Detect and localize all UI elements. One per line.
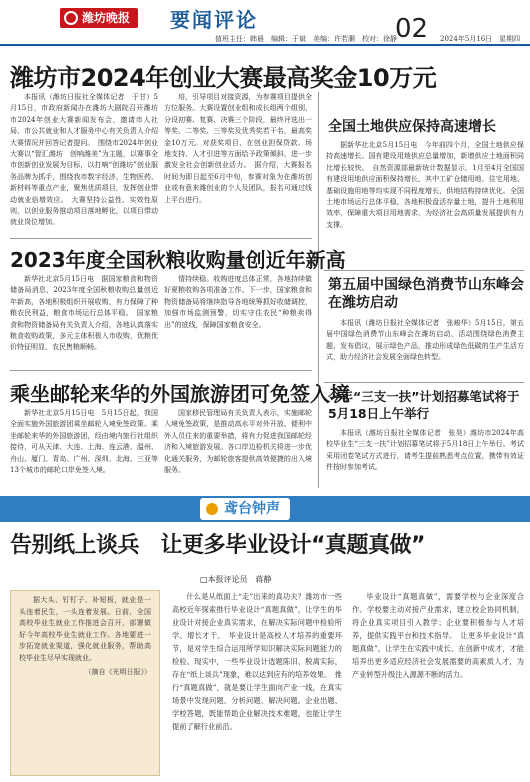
masthead-divider bbox=[0, 44, 530, 46]
column-banner bbox=[0, 496, 530, 522]
lead-story-col2-text: 培，引导项目对接资源，为参赛项目提供全方位服务。大赛设置创业组和成长组两个组别，分设初赛、复赛、决赛三个阶段，最终评选出一等奖、二等奖、三等奖及优秀奖若干名，最高奖金10万元。对获奖项目，在创业担保贷款、场地支持、人才引进等方面给予政策倾斜，进一步激发全社会创新创业活力。 据介绍，大赛报名时间为即日起至6月中旬，参赛对象为在潍坊创业或有意来潍创业的个人及团队，报名可通过线上平台进行。 bbox=[164, 93, 312, 204]
quote-sidebar bbox=[10, 590, 160, 776]
mid-divider-1 bbox=[10, 238, 312, 239]
mid-divider-2 bbox=[10, 370, 312, 371]
opinion-col2-text: 毕业设计“真题真做”，需要学校与企业深度合作。学校要主动对接产业需求，建立校企协同机制，将企业真实项目引入教学；企业要积极参与人才培养，提供实践平台和技术指导。 让更多毕业设计“真题真做”，让学生在实践中成长、在创新中成才，才能培养出更多适应经济社会发展需要的高素质人才，为产业转型升级注入源源不断的活力。 bbox=[352, 592, 524, 679]
newspaper-logo[interactable] bbox=[60, 8, 138, 28]
lead-headline[interactable]: 潍坊市2024年创业大赛最高奖金10万元 bbox=[10, 64, 437, 92]
story-land-body bbox=[326, 140, 524, 266]
cruise-headline[interactable]: 乘坐邮轮来华的外国旅游团可免签入境 bbox=[10, 382, 350, 406]
story-land-headline[interactable]: 全国土地供应保持高速增长 bbox=[328, 119, 496, 135]
story-land-text: 据新华社北京5月15日电 今年前四个月，全国土地供应保持高速增长。国有建设用地供应总量增加，新增供应土地面积同比增长较快。 自然资源部最新统计数据显示，1月至4月全国国有建设用地供应面积保持增长，其中工矿仓储用地、住宅用地、基础设施用地等均实现不同程度增长，供地结构持续优化。全国土地市场运行总体平稳，各地积极盘活存量土地，提升土地利用效率，保障重大项目用地需求，为经济社会高质量发展提供有力支撑。 bbox=[326, 141, 524, 229]
opinion-col2 bbox=[352, 590, 524, 776]
story-green-text: 本报讯（潍坊日报社全媒体记者 张峻华）5月15日，第五届中国绿色消费节山东峰会在潍坊启动，活动围绕绿色消费主题，发布倡议，展示绿色产品，推动形成绿色低碳的生产生活方式，助力经济社会发展全面绿色转型。 bbox=[326, 319, 524, 362]
grain-col1-text: 新华社北京5月15日电 据国家粮食和物资储备局消息，2023年度全国秋粮收购总量创近年新高，各地积极组织开展收购，有力保障了种粮农民利益，粮食市场运行总体平稳。 国家粮食和物资储备局有关负责人介绍，各地认真落实粮食收购政策，多元主体积极入市收购，优粮优价特征明显，农民售粮顺畅。 bbox=[10, 275, 158, 352]
grain-col2 bbox=[164, 274, 312, 366]
story-green-headline[interactable]: 第五届中国绿色消费节山东峰会在潍坊启动 bbox=[328, 277, 524, 311]
lead-story-col2 bbox=[164, 92, 312, 234]
cruise-col1-text: 新华社北京5月15日电 5月15日起，我国全面实施外国旅游团乘坐邮轮入境免签政策。乘坐邮轮来华的外国旅游团，经由境内旅行社组织接待，可从天津、大连、上海、连云港、温州、舟山、厦门、青岛、广州、深圳、北海、三亚等13个城市的邮轮口岸免签入境。 bbox=[10, 409, 158, 475]
issue-date: 2024年5月16日 星期四 bbox=[440, 35, 521, 43]
page-number: 02 bbox=[395, 14, 429, 44]
masthead bbox=[0, 0, 530, 44]
story-exam-body bbox=[326, 428, 524, 490]
story-green-body bbox=[326, 318, 524, 378]
grain-col2-text: 情持续稳。收购进度总体正常，各地持续做好夏粮收购各项准备工作。下一步，国家粮食和物资储备局将继续指导各地统筹抓好收储调控，加强市场监测预警，切实守住农民“种粮卖得出”的底线，保障国家粮食安全。 bbox=[164, 275, 312, 329]
cruise-col2-text: 国家移民管理局有关负责人表示，实施邮轮入境免签政策，是推动高水平对外开放、便利中外人员往来的重要举措，将有力促进我国邮轮经济和入境旅游发展。各口岸边检机关将进一步优化通关服务，为邮轮旅客提供高效便捷的出入境服务。 bbox=[164, 409, 312, 475]
story-exam-text: 本报讯（潍坊日报社全媒体记者 张昊）潍坊市2024年高校毕业生“三支一扶”计划招募笔试将于5月18日上午举行。考试采用闭卷笔试方式进行，请考生提前熟悉考点位置，携带有效证件按时参加考试。 bbox=[326, 429, 524, 472]
column-label[interactable] bbox=[200, 498, 290, 520]
bell-icon bbox=[206, 503, 218, 515]
opinion-byline: □本报评论员 蒋静 bbox=[200, 575, 272, 584]
staff-credits: 值班主任：韩晨 编辑：于斌 美编：许若灏 校对：徐静 bbox=[215, 35, 397, 43]
sidebar-text: 据大头、钉钉子、补短板，就业是一头连着民生，一头连着发展。日前，全国高校毕业生就业工作推进会召开，部署做好今年高校毕业生就业工作。各地要进一步拓宽就业渠道，强化就业服务，帮助高校毕业生尽早实现就业。 bbox=[19, 596, 151, 662]
sidebar-source: （摘自《光明日报》） bbox=[84, 667, 151, 676]
logo-mark-icon bbox=[64, 11, 78, 25]
cruise-col1 bbox=[10, 408, 158, 492]
opinion-col1 bbox=[172, 590, 342, 776]
column-divider bbox=[318, 92, 319, 488]
column-label-text: 鸢台钟声 bbox=[224, 501, 280, 517]
opinion-headline[interactable]: 告别纸上谈兵 让更多毕业设计“真题真做” bbox=[10, 533, 425, 558]
grain-col1 bbox=[10, 274, 158, 366]
lead-story-col1-text: 本报讯（潍坊日报社全媒体记者 于甘）5月15日，市政府新闻办在潍坊大剧院召开潍坊市2024年创业大赛新闻发布会，邀请市人社局、市公共就业和人才服务中心有关负责人介绍大赛情况并回答记者提问。 围绕市2024年创业大赛以“智汇潍坊 创响潍美”为主题，以赛事全市创新创业发展为目标，以打响“创潍坊”创业服务品牌为抓手，围绕我市数字经济、生物医药、新材料等重点产业，聚焦优质项目，发挥创业带动就业倍增效应。 大赛坚持公益性、实效性原则，以创业服务推动项目落地孵化，以项目带动就业岗位增加。 bbox=[10, 93, 158, 227]
right-divider-1 bbox=[324, 270, 524, 271]
opinion-col1-text: 什么是从纸面上“走”出来的真功夫？潍坊市一些高校近年探索推行毕业设计“真题真做”，让学生的毕业设计对接企业真实需求，在解决实际问题中检验所学、增长才干。 毕业设计是高校人才培养的重要环节，是对学生综合运用所学知识解决实际问题能力的检验。现实中，一些毕业设计选题陈旧、脱离实际，存在“纸上谈兵”现象，难以达到应有的培养效果。 推行“真题真做”，就是要让学生面向产业一线，在真实场景中发现问题、分析问题、解决问题。企业出题、学校答题，既能帮助企业解决技术难题，也能让学生提前了解行业前沿。 bbox=[172, 592, 342, 731]
story-exam-headline[interactable]: 今年“三支一扶”计划招募笔试将于5月18日上午举行 bbox=[328, 389, 520, 421]
right-divider-2 bbox=[324, 382, 524, 383]
cruise-col2 bbox=[164, 408, 312, 492]
grain-headline[interactable]: 2023年度全国秋粮收购量创近年新高 bbox=[10, 248, 346, 272]
lead-story-col1 bbox=[10, 92, 158, 234]
section-title: 要闻评论 bbox=[170, 8, 258, 32]
logo-text: 潍坊晚报 bbox=[82, 11, 131, 25]
